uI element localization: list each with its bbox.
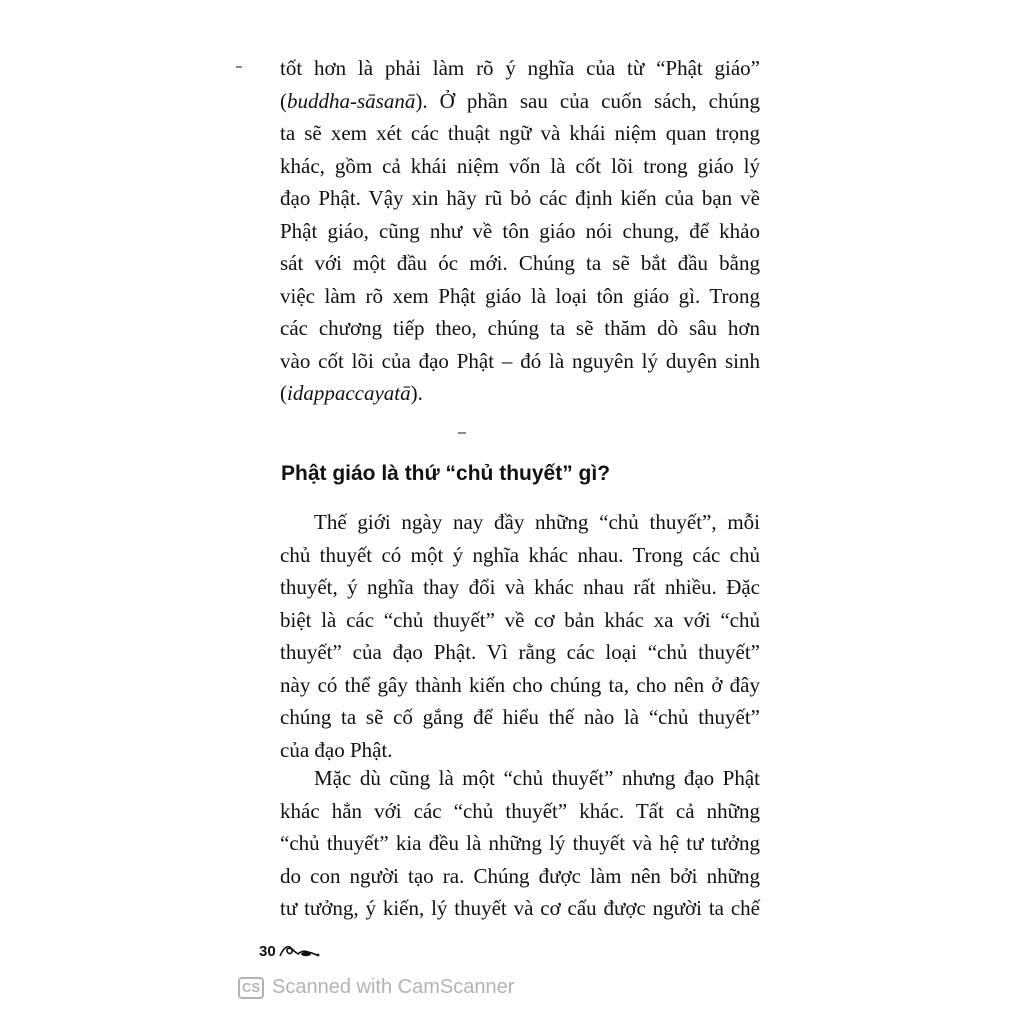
page-footer xyxy=(259,942,322,960)
text-line: các chương tiếp theo, chúng ta sẽ thăm dò sâu hơn xyxy=(280,316,760,340)
text-line: khác hẳn với các “chủ thuyết” khác. Tất cả những xyxy=(280,798,760,823)
text-line: Thế giới ngày nay đầy những “chủ thuyết”, mỗi xyxy=(314,510,760,534)
text-line: (buddha-sāsanā). Ở phần sau của cuốn sách, chúng xyxy=(280,88,760,113)
scan-speck xyxy=(458,432,466,434)
text-line: Mặc dù cũng là một “chủ thuyết” nhưng đạo Phật xyxy=(314,766,760,790)
section-heading: Phật giáo là thứ “chủ thuyết” gì? xyxy=(281,462,611,485)
text-line: sát với một đầu óc mới. Chúng ta sẽ bắt đầu bằng xyxy=(280,251,760,275)
paragraph-1 xyxy=(280,52,760,410)
text-line: đạo Phật. Vậy xin hãy rũ bỏ các định kiến của bạn về xyxy=(280,186,760,210)
text-line: chủ thuyết có một ý nghĩa khác nhau. Trong các chủ xyxy=(280,542,760,567)
text-line: thuyết” của đạo Phật. Vì rằng các loại “chủ thuyết” xyxy=(280,640,760,664)
camscanner-watermark xyxy=(238,976,514,999)
scan-speck xyxy=(236,66,242,68)
paragraph-3 xyxy=(280,762,760,925)
text-line: “chủ thuyết” kia đều là những lý thuyết và hệ tư tưởng xyxy=(280,831,760,855)
decorative-ornament-icon xyxy=(278,942,322,960)
text-line: chúng ta sẽ cố gắng để hiểu thế nào là “chủ thuyết” xyxy=(280,705,760,729)
text-line: tốt hơn là phải làm rõ ý nghĩa của từ “Phật giáo” xyxy=(280,56,760,80)
text-line: (idappaccayatā). xyxy=(280,381,423,405)
watermark-text: Scanned with CamScanner xyxy=(272,976,515,998)
text-line: Phật giáo, cũng như về tôn giáo nói chung, để khảo xyxy=(280,218,760,243)
text-line: này có thể gây thành kiến cho chúng ta, cho nên ở đây xyxy=(280,672,760,697)
text-line: của đạo Phật. xyxy=(280,737,393,762)
italic-term: buddha-sāsanā xyxy=(287,88,416,113)
text-line: do con người tạo ra. Chúng được làm nên bởi những xyxy=(280,863,760,888)
text-line: việc làm rõ xem Phật giáo là loại tôn giáo gì. Trong xyxy=(280,283,760,308)
page-number: 30 xyxy=(259,942,276,960)
paragraph-2 xyxy=(280,506,760,766)
camscanner-logo-icon: CS xyxy=(238,977,264,999)
text-line: biệt là các “chủ thuyết” về cơ bản khác xa với “chủ xyxy=(280,607,760,632)
text-line: khác, gồm cả khái niệm vốn là cốt lõi trong giáo lý xyxy=(280,153,760,178)
text-line: tư tưởng, ý kiến, lý thuyết và cơ cấu được người ta chế xyxy=(280,896,760,920)
italic-term: idappaccayatā xyxy=(287,381,411,405)
text-line: ta sẽ xem xét các thuật ngữ và khái niệm quan trọng xyxy=(280,121,760,145)
text-line: vào cốt lõi của đạo Phật – đó là nguyên lý duyên sinh xyxy=(280,348,760,373)
text-line: thuyết, ý nghĩa thay đổi và khác nhau rất nhiều. Đặc xyxy=(280,575,760,599)
